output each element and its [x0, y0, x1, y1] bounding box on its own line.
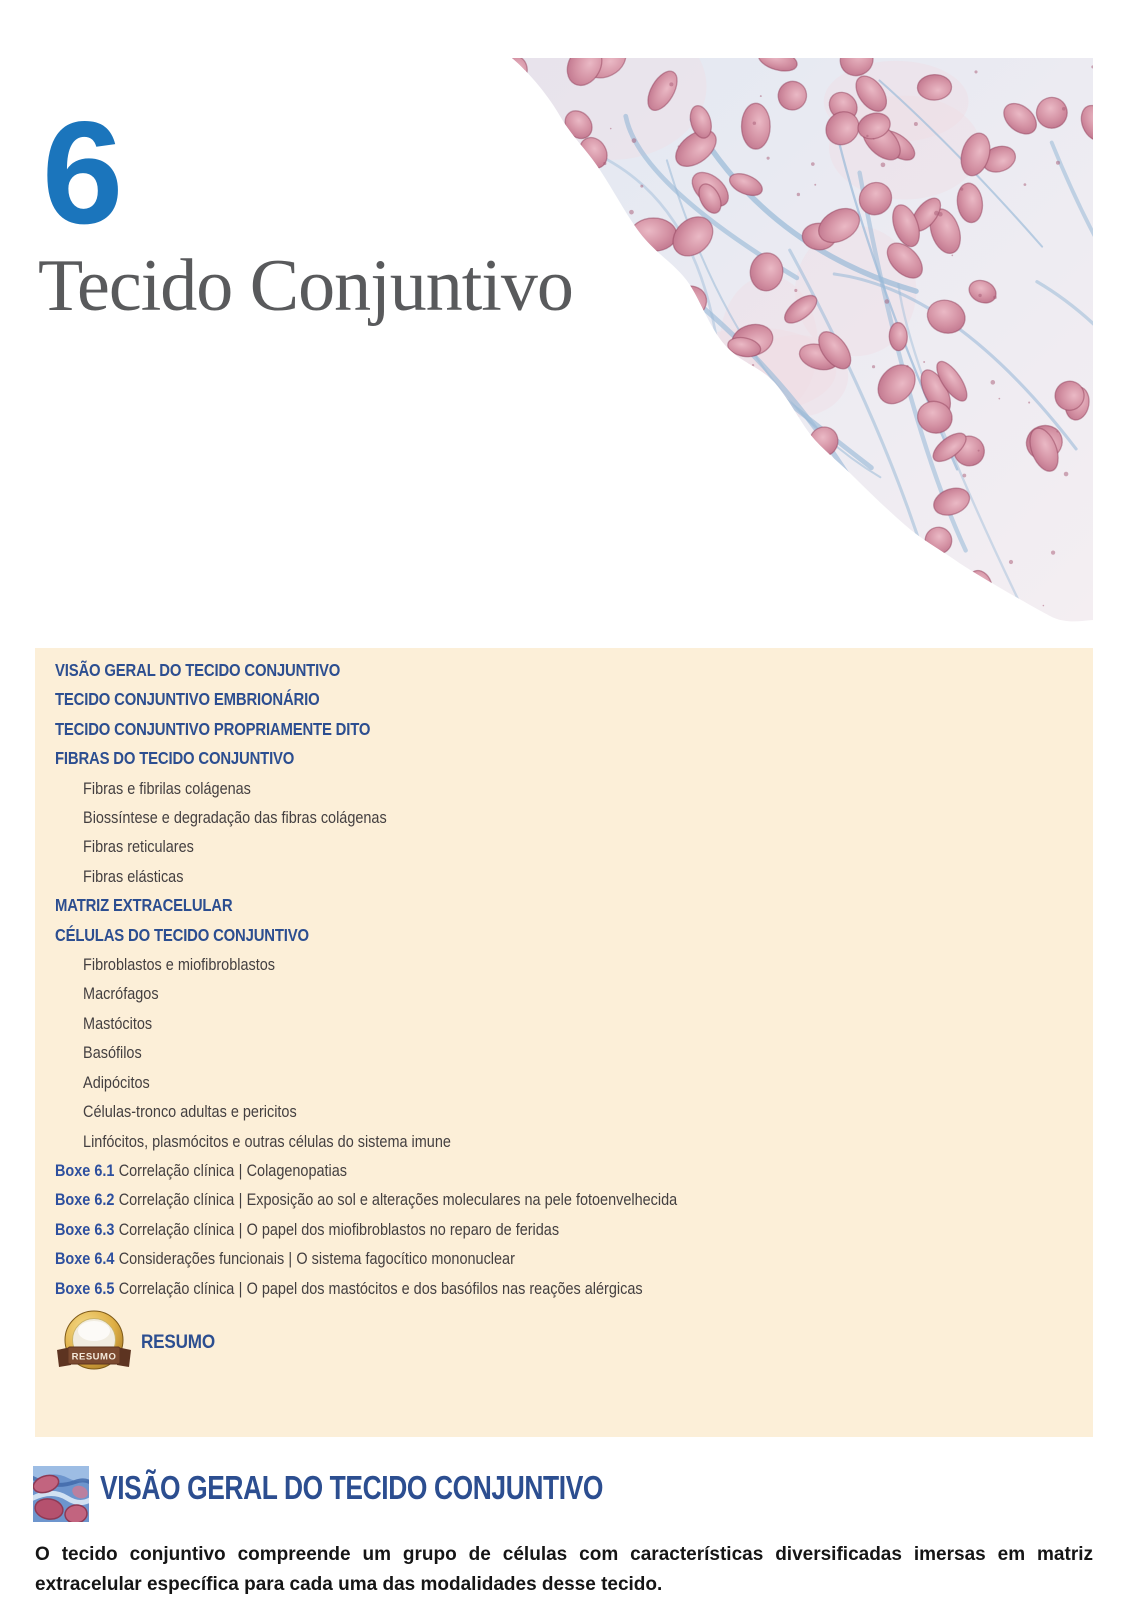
boxe-category: Correlação clínica — [118, 1160, 235, 1180]
toc-header-item: VISÃO GERAL DO TECIDO CONJUNTIVO — [55, 660, 341, 680]
chapter-title: Tecido Conjuntivo — [38, 245, 573, 327]
toc-sub-item: Biossíntese e degradação das fibras colágenas — [83, 808, 387, 828]
boxe-topic: Colagenopatias — [246, 1160, 348, 1180]
boxe-topic: Exposição ao sol e alterações moleculares na pele fotoenvelhecida — [246, 1190, 678, 1210]
boxe-topic: O papel dos miofibroblastos no reparo de feridas — [246, 1219, 560, 1239]
toc-sub-item: Fibroblastos e miofibroblastos — [83, 955, 276, 975]
boxe-label: Boxe 6.1 — [55, 1160, 115, 1180]
resumo-badge-text: RESUMO — [71, 1351, 117, 1363]
boxe-label: Boxe 6.5 — [55, 1278, 115, 1298]
boxe-category: Correlação clínica — [118, 1219, 235, 1239]
boxe-label: Boxe 6.3 — [55, 1219, 115, 1239]
boxe-topic: O papel dos mastócitos e dos basófilos nas reações alérgicas — [246, 1278, 643, 1298]
toc-boxe-item — [55, 1215, 920, 1244]
section-body-paragraph: O tecido conjuntivo compreende um grupo de células com características diversificadas imersas em matriz extracelular específica para cada uma das modalidades desse tecido. — [35, 1544, 1093, 1595]
resumo-label: RESUMO — [141, 1331, 215, 1353]
toc-sub-item: Células-tronco adultas e pericitos — [83, 1102, 297, 1122]
section-thumbnail-icon — [33, 1466, 89, 1522]
boxe-label: Boxe 6.2 — [55, 1190, 115, 1210]
toc-boxe-item — [55, 1244, 920, 1273]
boxe-separator: | — [238, 1190, 243, 1210]
boxe-separator: | — [288, 1249, 293, 1269]
toc-sub-item: Adipócitos — [83, 1072, 150, 1092]
boxe-label: Boxe 6.4 — [55, 1249, 115, 1269]
toc-header-item: TECIDO CONJUNTIVO EMBRIONÁRIO — [55, 689, 320, 710]
toc-panel — [35, 648, 1093, 1437]
toc-sub-item: Mastócitos — [83, 1013, 153, 1033]
resumo-row — [55, 1307, 1073, 1379]
toc-header-item: TECIDO CONJUNTIVO PROPRIAMENTE DITO — [55, 718, 371, 739]
toc-boxe-item — [55, 1274, 920, 1303]
boxe-topic: O sistema fagocítico mononuclear — [296, 1249, 515, 1269]
toc-boxe-item — [55, 1185, 920, 1214]
boxe-category: Correlação clínica — [118, 1190, 235, 1210]
toc-header-item: CÉLULAS DO TECIDO CONJUNTIVO — [55, 924, 309, 945]
toc-header-item: MATRIZ EXTRACELULAR — [55, 895, 233, 916]
toc-sub-item: Macrófagos — [83, 984, 159, 1004]
toc-sub-item: Basófilos — [83, 1043, 142, 1063]
resumo-medal-icon — [55, 1307, 133, 1379]
section-heading: VISÃO GERAL DO TECIDO CONJUNTIVO — [100, 1469, 604, 1506]
toc-list — [55, 656, 1073, 1303]
toc-sub-item: Fibras elásticas — [83, 866, 184, 886]
histology-image — [505, 58, 1100, 625]
boxe-category: Considerações funcionais — [118, 1249, 285, 1269]
chapter-number: 6 — [42, 91, 122, 254]
boxe-separator: | — [238, 1160, 243, 1180]
boxe-separator: | — [238, 1219, 243, 1239]
toc-sub-item: Fibras reticulares — [83, 837, 194, 857]
boxe-category: Correlação clínica — [118, 1278, 235, 1298]
toc-sub-item: Fibras e fibrilas colágenas — [83, 778, 251, 798]
toc-sub-item: Linfócitos, plasmócitos e outras células do sistema imune — [83, 1131, 451, 1151]
boxe-separator: | — [238, 1278, 243, 1298]
toc-header-item: FIBRAS DO TECIDO CONJUNTIVO — [55, 748, 295, 769]
toc-boxe-item — [55, 1156, 920, 1185]
